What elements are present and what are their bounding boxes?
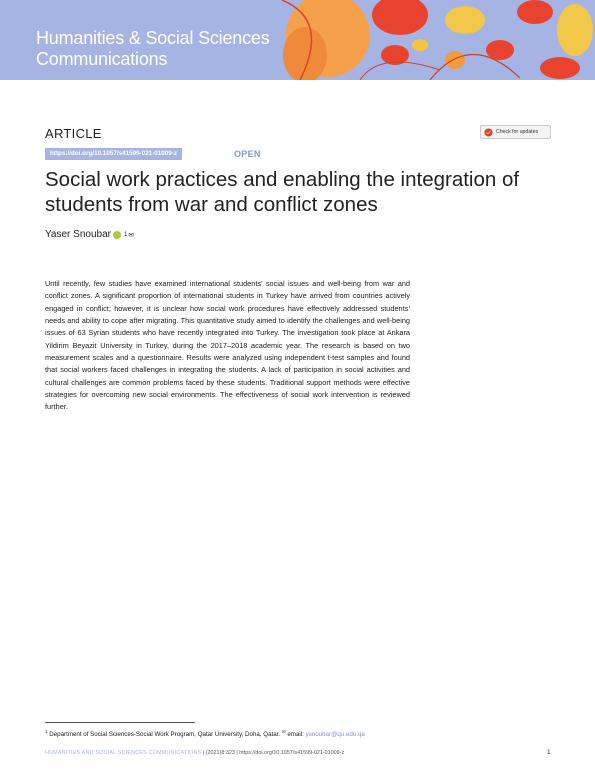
doi-link[interactable]: https://doi.org/10.1057/s41599-021-01009-z (45, 148, 182, 160)
footnote-number: 1 (45, 729, 48, 734)
footnote-envelope-icon: ✉ (281, 729, 286, 734)
footer-citation: (2021)8:323 (205, 750, 235, 756)
footer-journal-name: HUMANITIES AND SOCIAL SCIENCES COMMUNICATIONS (45, 750, 202, 756)
affiliation-footnote (45, 727, 555, 739)
footer-separator-2: | (236, 750, 238, 756)
author-name[interactable]: Yaser Snoubar (45, 229, 111, 240)
footnote-email-link[interactable]: ysnoubar@qu.edu.qa (305, 731, 365, 739)
orcid-icon[interactable] (113, 231, 121, 239)
journal-banner (0, 0, 595, 80)
check-updates-label: Check for updates (496, 129, 539, 135)
journal-name-line2: Communications (36, 49, 168, 69)
check-updates-icon (484, 128, 493, 137)
footnote-affiliation: Department of Social Sciences-Social Work Program, Qatar University, Doha, Qatar. (49, 731, 281, 739)
article-type: ARTICLE (45, 126, 102, 141)
footer-separator-1: | (202, 750, 205, 756)
footnote-divider (45, 722, 195, 723)
abstract: Until recently, few studies have examined international students’ social issues and well-being from war and conflict zones. A significant proportion of international students in Turkey have arrived from countries actively engaged in conflict; however, it is unclear how social work procedures have effectively addressed students’ needs and ability to cope after migrating. This quantitative study aimed to identify the challenges and well-being issues of 63 Syrian students who have recently integrated into Turkey. The investigation took place at Ankara Yildirim Beyazit University in Turkey, during the 2017–2018 academic year. The research is based on two measurement scales and a questionnaire. Results were analyzed using independent t-test samples and found that social workers faced challenges in integrating the students. A lack of participation in social activities and cultural challenges are common problems faced by these students. Traditional support methods were effective strategies for overcoming new social environments. The effectiveness of social work intervention is reviewed further. (45, 279, 410, 412)
running-footer (45, 750, 405, 756)
article-title: Social work practices and enabling the integration of students from war and conflict zones (45, 168, 520, 216)
envelope-icon[interactable]: ✉ (128, 231, 134, 239)
journal-name-line1: Humanities & Social Sciences (36, 28, 270, 48)
footnote-email-label: email: (287, 731, 304, 739)
check-for-updates-button[interactable] (480, 125, 551, 139)
footer-doi-link[interactable]: https://doi.org/10.1057/s41599-021-01009-z (239, 750, 345, 756)
page-number: 1 (547, 749, 551, 756)
author-affiliation-marker: 1 (123, 231, 128, 238)
author-line (45, 229, 134, 240)
open-access-label: OPEN (234, 149, 261, 159)
journal-name (36, 28, 296, 70)
